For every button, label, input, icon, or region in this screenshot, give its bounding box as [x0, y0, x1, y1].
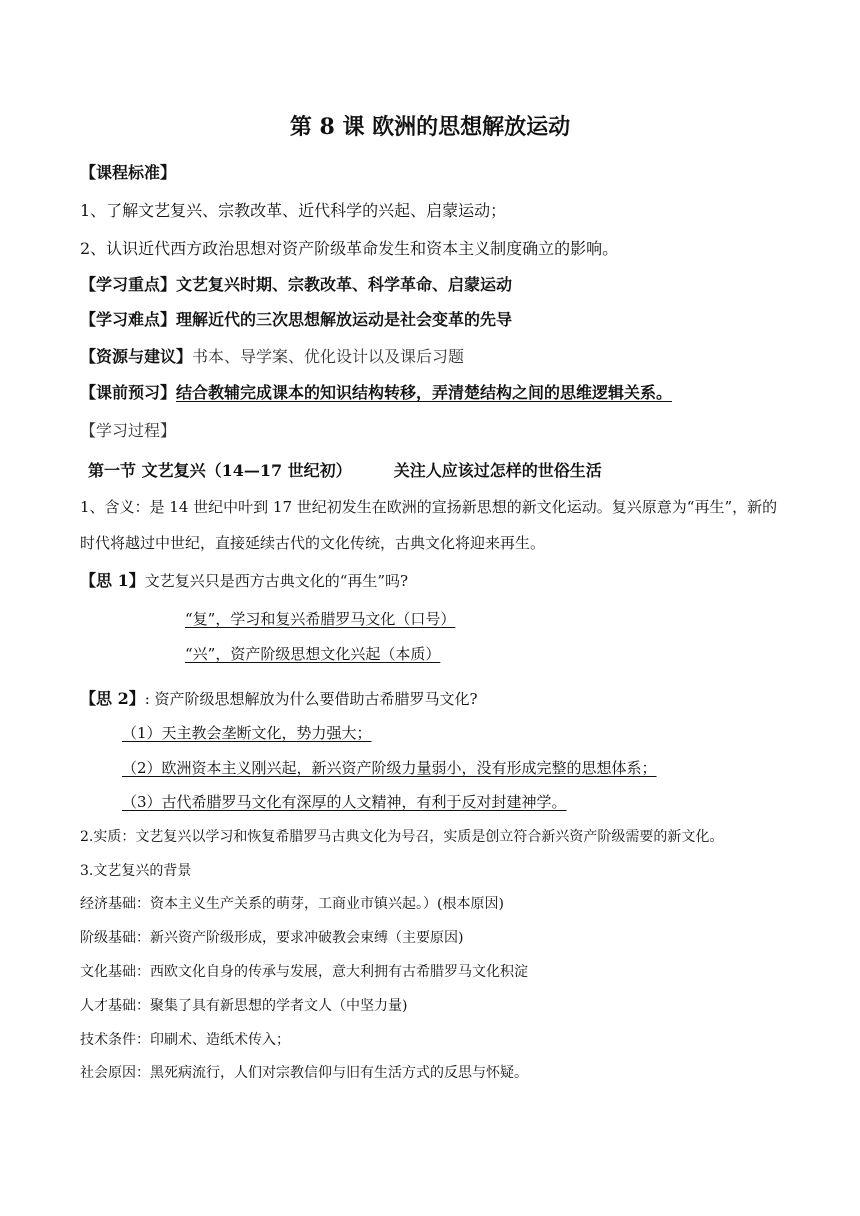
background-social: 社会原因：黑死病流行，人们对宗教信仰与旧有生活方式的反思与怀疑。: [80, 1065, 528, 1081]
learning-process-heading: 【学习过程】: [80, 421, 177, 440]
lesson-title: 第 8 课 欧洲的思想解放运动: [289, 114, 571, 140]
preview: [80, 380, 672, 403]
section-1-subtitle: 关注人应该过怎样的世俗生活: [393, 461, 602, 480]
think-2-answer-3: （3）古代希腊罗马文化有深厚的人文精神，有利于反对封建神学。: [122, 793, 567, 811]
resources: [80, 344, 464, 367]
think-1: [80, 568, 408, 591]
key-points-label: 【学习重点】: [80, 275, 177, 294]
background-class: 阶级基础：新兴资产阶级形成，要求冲破教会束缚（主要原因): [80, 930, 464, 946]
meaning-line-2: 时代将越过中世纪，直接延续古代的文化传统，古典文化将迎来再生。: [80, 534, 546, 552]
think-1-question: 文艺复兴只是西方古典文化的“再生”吗?: [144, 572, 409, 590]
think-2-answer-1: （1）天主教会垄断文化，势力强大；: [122, 724, 372, 742]
background-culture: 文化基础：西欧文化自身的传承与发展，意大利拥有古希腊罗马文化积淀: [80, 964, 528, 980]
section-1-heading: [88, 458, 602, 481]
think-1-answer-2: “兴”，资产阶级思想文化兴起（本质）: [185, 645, 441, 663]
key-points: [80, 272, 512, 295]
standard-item-1: 1、了解文艺复兴、宗教改革、近代科学的兴起、启蒙运动；: [80, 201, 507, 220]
background-talent: 人才基础：聚集了具有新思想的学者文人（中坚力量): [80, 998, 408, 1014]
background-heading: 3.文艺复兴的背景: [80, 863, 192, 879]
key-points-text: 文艺复兴时期、宗教改革、科学革命、启蒙运动: [176, 275, 513, 294]
resources-text: 书本、导学案、优化设计以及课后习题: [192, 347, 465, 366]
think-2-label: 【思 2】: [80, 689, 145, 708]
think-2: [80, 686, 478, 709]
think-1-label: 【思 1】: [80, 571, 145, 590]
background-economic: 经济基础：资本主义生产关系的萌芽，工商业市镇兴起。）(根本原因): [80, 896, 504, 912]
think-2-question: : 资产阶级思想解放为什么要借助古希腊罗马文化?: [144, 690, 478, 708]
difficult-points-text: 理解近代的三次思想解放运动是社会变革的先导: [176, 310, 513, 329]
background-tech: 技术条件：印刷术、造纸术传入；: [80, 1032, 290, 1048]
think-2-answer-2: （2）欧洲资本主义刚兴起，新兴资产阶级力量弱小，没有形成完整的思想体系；: [122, 759, 657, 777]
resources-label: 【资源与建议】: [80, 347, 193, 366]
think-1-answer-1: “复”，学习和复兴希腊罗马文化（口号）: [185, 610, 456, 628]
essence: 2.实质：文艺复兴以学习和恢复希腊罗马古典文化为号召，实质是创立符合新兴资产阶级需要的新文化。: [80, 829, 724, 845]
meaning-line-1: 1、含义：是 14 世纪中叶到 17 世纪初发生在欧洲的宣扬新思想的新文化运动。复兴原意为“再生”，新的: [80, 498, 778, 516]
difficult-points-label: 【学习难点】: [80, 310, 177, 329]
course-standard-heading: 【课程标准】: [80, 163, 177, 182]
preview-label: 【课前预习】: [80, 383, 177, 402]
preview-text: 结合教辅完成课本的知识结构转移，弄清楚结构之间的思维逻辑关系。: [176, 383, 673, 402]
standard-item-2: 2、认识近代西方政治思想对资产阶级革命发生和资本主义制度确立的影响。: [80, 239, 619, 258]
difficult-points: [80, 307, 512, 330]
section-1-title: 第一节 文艺复兴（14—17 世纪初）: [88, 461, 352, 480]
